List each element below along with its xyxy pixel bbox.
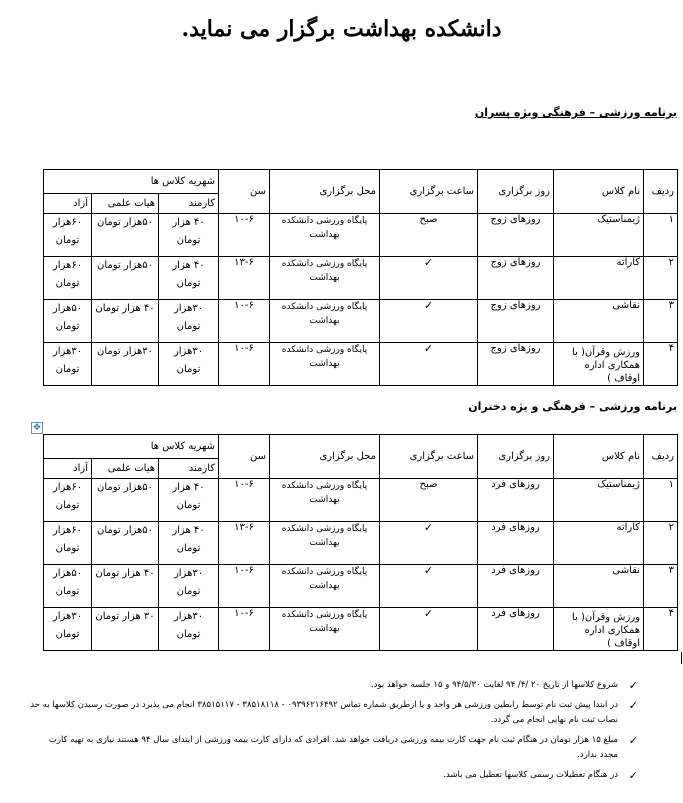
row-index: ۳ xyxy=(644,300,678,343)
page-edge-mark xyxy=(681,652,682,664)
header-fee-faculty: هیات علمی xyxy=(92,194,159,214)
fee-employee: ۴۰ هزار تومان xyxy=(159,214,219,257)
place-cell: پایگاه ورزشی دانشکده بهداشت xyxy=(270,300,380,343)
class-name: ژیمناستیک xyxy=(554,479,644,522)
checkmark-icon: ✓ xyxy=(380,343,478,386)
age-cell: ۱۰-۶ xyxy=(219,300,270,343)
fee-free: ۳۰هزار تومان xyxy=(44,343,92,386)
fee-employee: ۳۰هزار تومان xyxy=(159,300,219,343)
checkmark-icon: ✓ xyxy=(628,769,638,782)
age-cell: ۱۳-۶ xyxy=(219,257,270,300)
page-title: دانشکده بهداشت برگزار می نماید. xyxy=(181,16,502,42)
fee-faculty: ۴۰ هزار تومان xyxy=(92,300,159,343)
age-cell: ۱۳-۶ xyxy=(219,522,270,565)
checkmark-icon: ✓ xyxy=(628,699,638,712)
fee-free: ۶۰هزار تومان xyxy=(44,214,92,257)
fee-faculty: ۴۰ هزار تومان xyxy=(92,565,159,608)
header-fee: شهریه کلاس ها xyxy=(44,170,219,194)
class-name: نقاشی xyxy=(554,565,644,608)
header-fee-employee: کارمند xyxy=(159,459,219,479)
checkmark-icon: ✓ xyxy=(380,300,478,343)
checkmark-icon: ✓ xyxy=(380,257,478,300)
row-index: ۳ xyxy=(644,565,678,608)
day-cell: روزهای فرد xyxy=(478,522,554,565)
class-name: کاراته xyxy=(554,257,644,300)
fee-employee: ۳۰هزار تومان xyxy=(159,608,219,651)
time-cell: صبح xyxy=(380,214,478,257)
day-cell: روزهای زوج xyxy=(478,343,554,386)
header-fee-free: آزاد xyxy=(44,194,92,214)
day-cell: روزهای فرد xyxy=(478,565,554,608)
place-cell: پایگاه ورزشی دانشکده بهداشت xyxy=(270,214,380,257)
fee-free: ۵۰هزار تومان xyxy=(44,300,92,343)
day-cell: روزهای فرد xyxy=(478,479,554,522)
fee-faculty: ۵۰هزار تومان xyxy=(92,522,159,565)
note-item: ✓ در هنگام تعطیلات رسمی کلاسها تعطیل می باشد. xyxy=(443,769,638,782)
class-name: نقاشی xyxy=(554,300,644,343)
fee-free: ۶۰هزار تومان xyxy=(44,479,92,522)
age-cell: ۱۰-۶ xyxy=(219,608,270,651)
note-item: ✓ در ابتدا پیش ثبت نام توسط رابطین ورزشی هر واحد و یا ازطریق شماره تماس ۰۹۳۹۶۲۱۶۴۹۲ - ۳۸۵۱۸۱۱۸ - ۳۸۵۱۵۱۱۷ انجام می پذیرد در صورت رسیدن کلاسها به حد نصاب ثبت نام نهایی انجام می گردد. xyxy=(30,699,638,725)
note-item: ✓ مبلغ ۱۵ هزار تومان در هنگام ثبت نام جهت کارت بیمه ورزشی دریافت خواهد شد. افرادی که دارای کارت بیمه ورزشی از ابتدای سال ۹۴ هستند نیازی به تهیه کارت مجدد ندارد. xyxy=(48,734,638,760)
table-row xyxy=(44,522,678,565)
place-cell: پایگاه ورزشی دانشکده بهداشت xyxy=(270,608,380,651)
note-item: ✓ شروع کلاسها از تاریخ ۲۰ /۴/ ۹۴ لغایت ۹۴/۵/۳۰ و ۱۵ جلسه خواهد بود. xyxy=(370,679,638,692)
row-index: ۴ xyxy=(644,343,678,386)
header-day: روز برگزاری xyxy=(478,170,554,214)
header-fee-faculty: هیات علمی xyxy=(92,459,159,479)
place-cell: پایگاه ورزشی دانشکده بهداشت xyxy=(270,522,380,565)
checkmark-icon: ✓ xyxy=(628,734,638,747)
class-name: ژیمناستیک xyxy=(554,214,644,257)
fee-faculty: ۵۰هزار تومان xyxy=(92,257,159,300)
header-class-name: نام کلاس xyxy=(554,435,644,479)
checkmark-icon: ✓ xyxy=(380,608,478,651)
header-fee: شهریه کلاس ها xyxy=(44,435,219,459)
section-heading-boys: برنامه ورزشی – فرهنگی ویژه پسران xyxy=(474,106,677,119)
checkmark-icon: ✓ xyxy=(380,565,478,608)
row-index: ۲ xyxy=(644,257,678,300)
header-row-index: ردیف xyxy=(644,435,678,479)
place-cell: پایگاه ورزشی دانشکده بهداشت xyxy=(270,257,380,300)
row-index: ۱ xyxy=(644,214,678,257)
fee-free: ۶۰هزار تومان xyxy=(44,257,92,300)
row-index: ۲ xyxy=(644,522,678,565)
fee-free: ۳۰هزار تومان xyxy=(44,608,92,651)
day-cell: روزهای زوج xyxy=(478,214,554,257)
section-heading-girls: برنامه ورزشی – فرهنگی و یژه دختران xyxy=(468,400,677,413)
schedule-table-girls xyxy=(43,434,678,651)
table-row xyxy=(44,479,678,522)
time-cell: صبح xyxy=(380,479,478,522)
age-cell: ۱۰-۶ xyxy=(219,479,270,522)
move-handle-icon[interactable]: ✥ xyxy=(31,422,43,434)
row-index: ۱ xyxy=(644,479,678,522)
day-cell: روزهای فرد xyxy=(478,608,554,651)
table-row xyxy=(44,608,678,651)
fee-free: ۶۰هزار تومان xyxy=(44,522,92,565)
header-fee-employee: کارمند xyxy=(159,194,219,214)
header-time: ساعت برگزاری xyxy=(380,170,478,214)
age-cell: ۱۰-۶ xyxy=(219,343,270,386)
fee-faculty: ۳۰هزار تومان xyxy=(92,343,159,386)
fee-employee: ۴۰ هزار تومان xyxy=(159,479,219,522)
place-cell: پایگاه ورزشی دانشکده بهداشت xyxy=(270,343,380,386)
fee-employee: ۳۰هزار تومان xyxy=(159,565,219,608)
age-cell: ۱۰-۶ xyxy=(219,214,270,257)
table-row xyxy=(44,257,678,300)
fee-employee: ۳۰هزار تومان xyxy=(159,343,219,386)
table-row xyxy=(44,565,678,608)
class-name: ورزش وقرآن( با همکاری اداره اوقاف ) xyxy=(554,343,644,386)
checkmark-icon: ✓ xyxy=(380,522,478,565)
fee-faculty: ۵۰هزار تومان xyxy=(92,214,159,257)
fee-employee: ۴۰ هزار تومان xyxy=(159,257,219,300)
header-fee-free: آزاد xyxy=(44,459,92,479)
schedule-table-boys xyxy=(43,169,678,386)
day-cell: روزهای زوج xyxy=(478,300,554,343)
header-age: سن xyxy=(219,170,270,214)
fee-faculty: ۳۰ هزار تومان xyxy=(92,608,159,651)
header-place: محل برگزاری xyxy=(270,435,380,479)
row-index: ۴ xyxy=(644,608,678,651)
fee-faculty: ۵۰هزار تومان xyxy=(92,479,159,522)
table-row xyxy=(44,300,678,343)
class-name: کاراته xyxy=(554,522,644,565)
place-cell: پایگاه ورزشی دانشکده بهداشت xyxy=(270,479,380,522)
notes-list xyxy=(30,678,638,788)
table-row xyxy=(44,214,678,257)
class-name: ورزش وقرآن( با همکاری اداره اوقاف ) xyxy=(554,608,644,651)
table-row xyxy=(44,343,678,386)
header-row-index: ردیف xyxy=(644,170,678,214)
day-cell: روزهای زوج xyxy=(478,257,554,300)
header-place: محل برگزاری xyxy=(270,170,380,214)
fee-free: ۵۰هزار تومان xyxy=(44,565,92,608)
header-age: سن xyxy=(219,435,270,479)
header-day: روز برگزاری xyxy=(478,435,554,479)
fee-employee: ۴۰ هزار تومان xyxy=(159,522,219,565)
place-cell: پایگاه ورزشی دانشکده بهداشت xyxy=(270,565,380,608)
header-time: ساعت برگزاری xyxy=(380,435,478,479)
age-cell: ۱۰-۶ xyxy=(219,565,270,608)
checkmark-icon: ✓ xyxy=(628,679,638,692)
header-class-name: نام کلاس xyxy=(554,170,644,214)
